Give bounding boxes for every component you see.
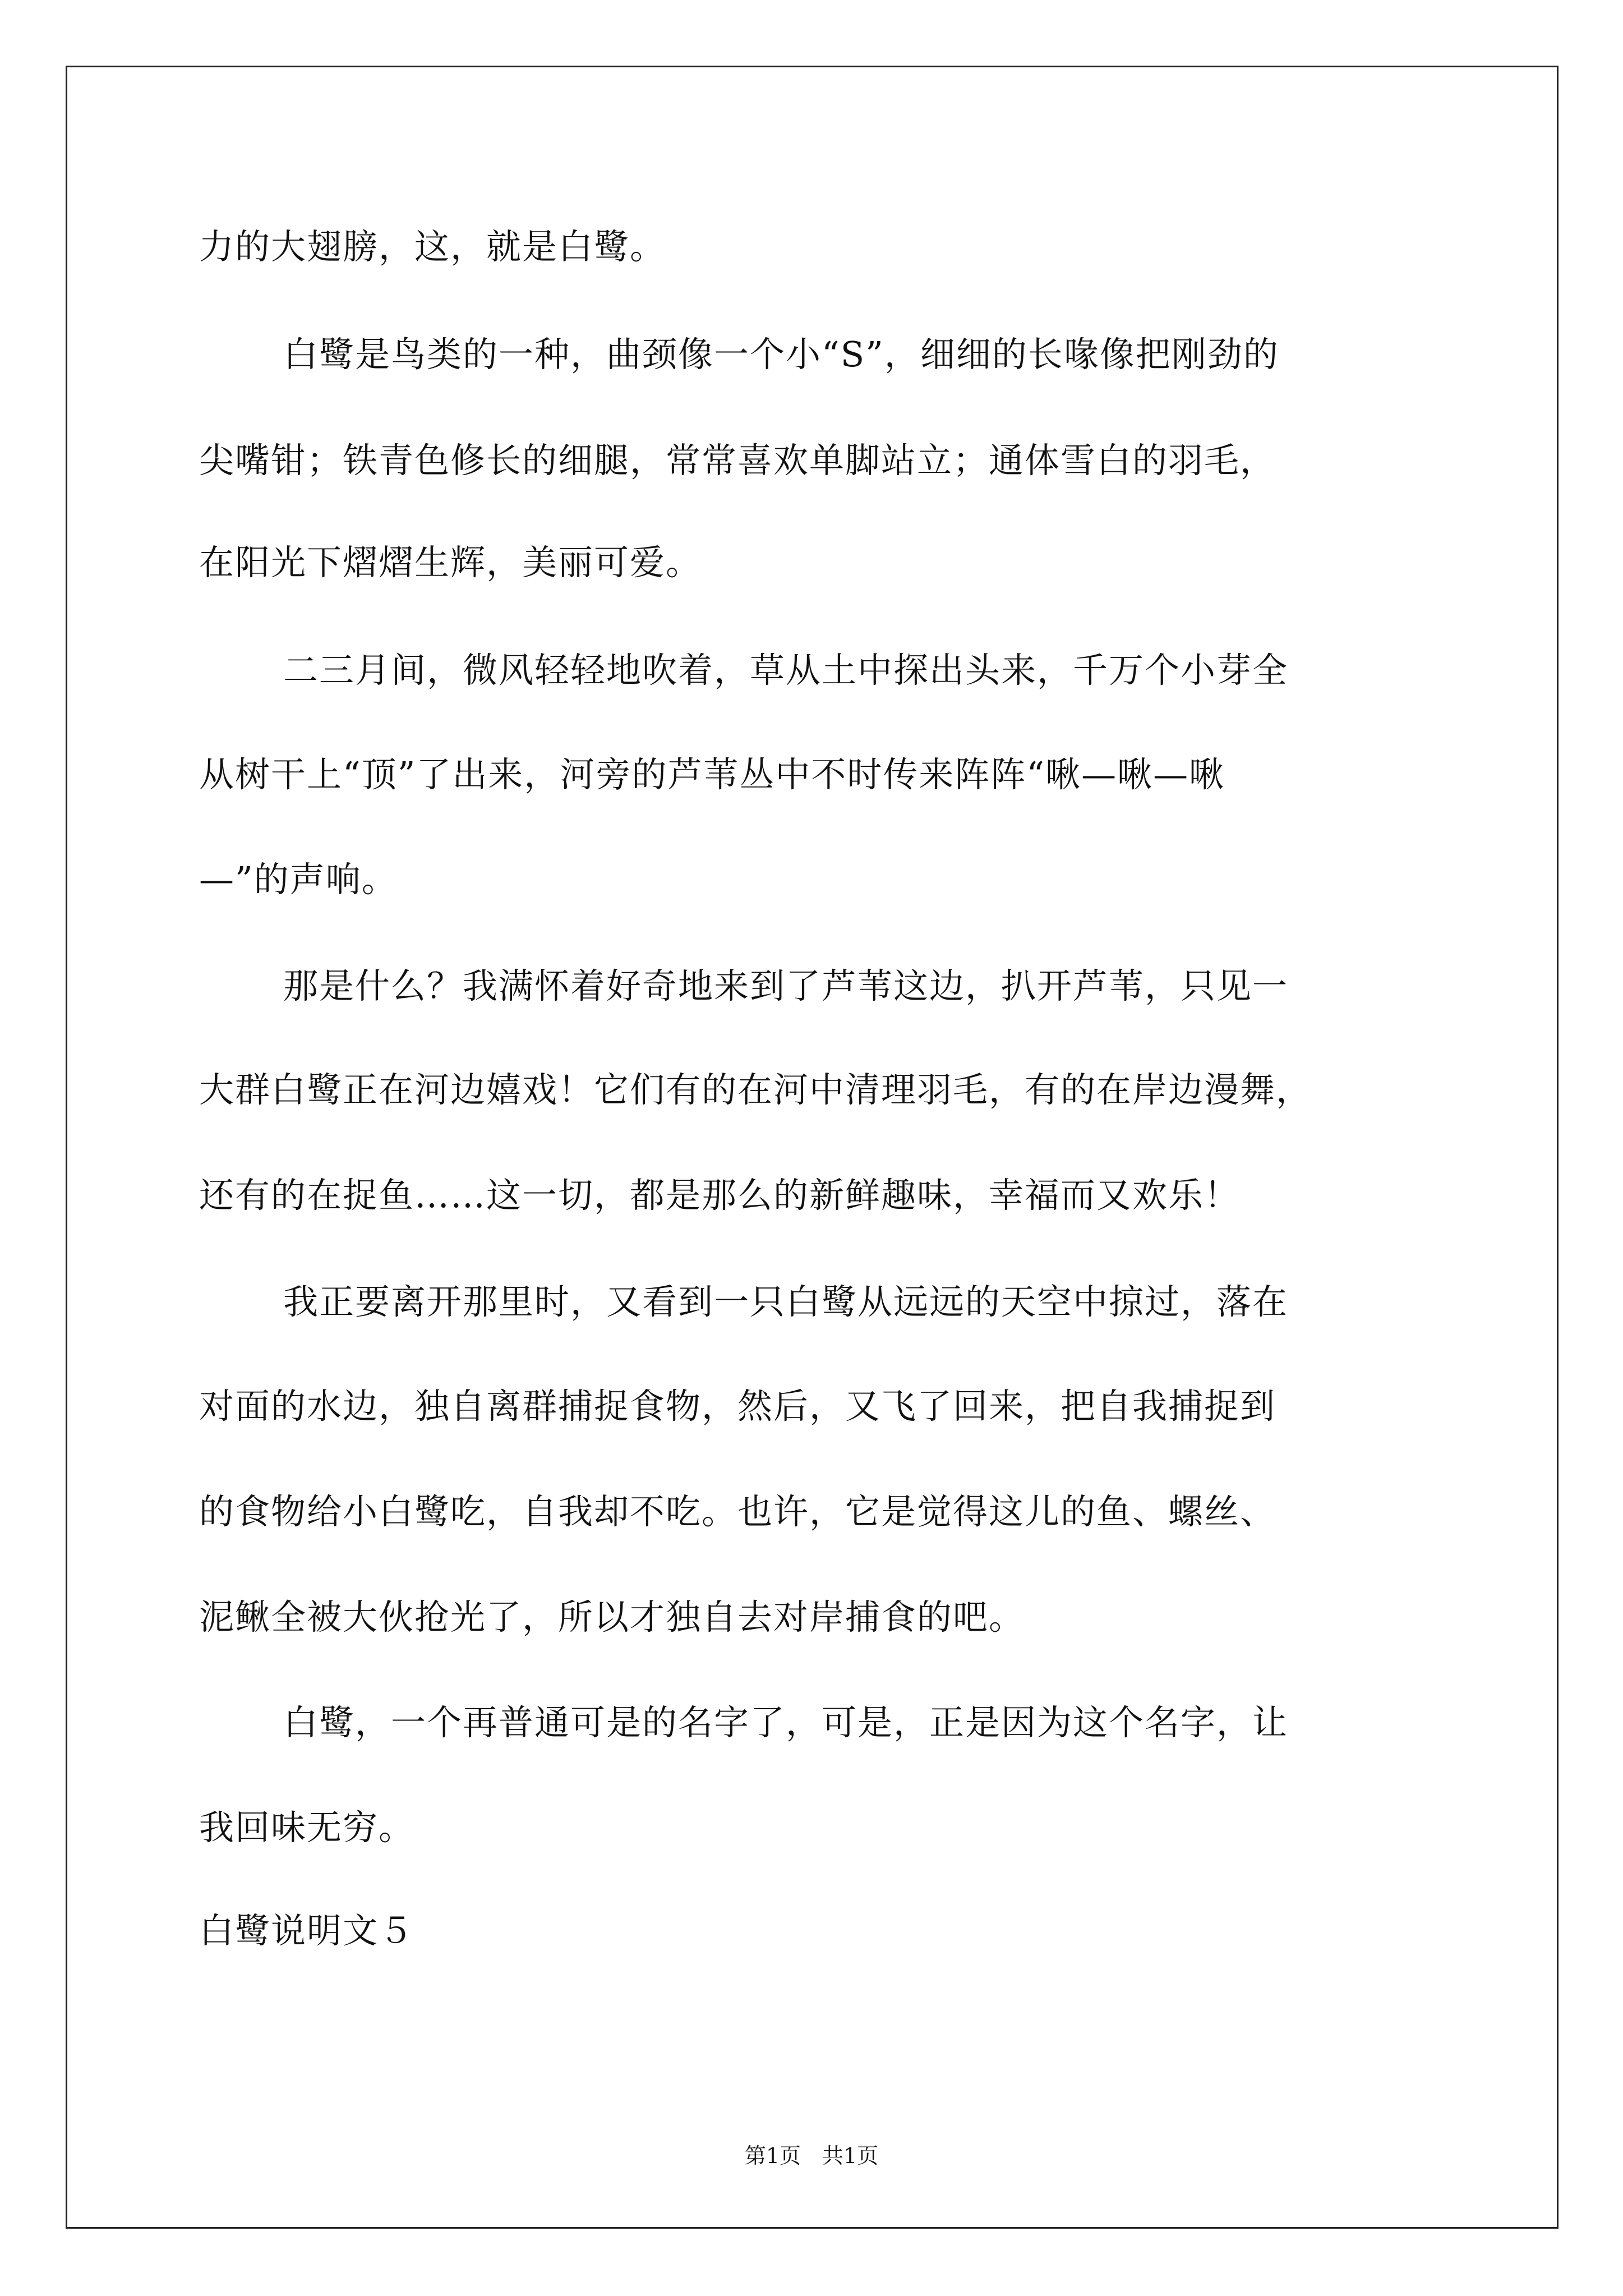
paragraph-line: 二三月间，微风轻轻地吹着，草从土中探出头来，千万个小芽全	[283, 650, 1289, 691]
paragraph-line: 我回味无穷。	[199, 1807, 415, 1848]
paragraph-line: —”的声响。	[199, 859, 398, 900]
paragraph-line: 的食物给小白鹭吃，自我却不吃。也许，它是觉得这儿的鱼、螺丝、	[199, 1491, 1276, 1532]
paragraph-line: 那是什么？我满怀着好奇地来到了芦苇这边，扒开芦苇，只见一	[283, 965, 1289, 1006]
page-border	[66, 66, 1559, 2229]
paragraph-line: 白鹭是鸟类的一种，曲颈像一个小“S”，细细的长喙像把刚劲的	[283, 334, 1279, 375]
paragraph-line: 还有的在捉鱼……这一切，都是那么的新鲜趣味，幸福而又欢乐！	[199, 1175, 1241, 1216]
paragraph-line: 从树干上“顶”了出来，河旁的芦苇丛中不时传来阵阵“啾—啾—啾	[199, 754, 1225, 795]
paragraph-line: 力的大翅膀，这，就是白鹭。	[199, 226, 666, 267]
paragraph-line: 泥鳅全被大伙抢光了，所以才独自去对岸捕食的吧。	[199, 1596, 1025, 1637]
paragraph-line: 白鹭，一个再普通可是的名字了，可是，正是因为这个名字，让	[283, 1702, 1289, 1743]
page-footer: 第1页 共1页	[744, 2143, 879, 2168]
paragraph-line: 对面的水边，独自离群捕捉食物，然后，又飞了回来，把自我捕捉到	[199, 1386, 1276, 1427]
paragraph-line: 我正要离开那里时，又看到一只白鹭从远远的天空中掠过，落在	[283, 1281, 1289, 1322]
section-heading: 白鹭说明文５	[199, 1910, 415, 1951]
paragraph-line: 大群白鹭正在河边嬉戏！它们有的在河中清理羽毛，有的在岸边漫舞，	[199, 1069, 1312, 1110]
paragraph-line: 尖嘴钳；铁青色修长的细腿，常常喜欢单脚站立；通体雪白的羽毛，	[199, 440, 1276, 481]
paragraph-line: 在阳光下熠熠生辉，美丽可爱。	[199, 542, 702, 583]
